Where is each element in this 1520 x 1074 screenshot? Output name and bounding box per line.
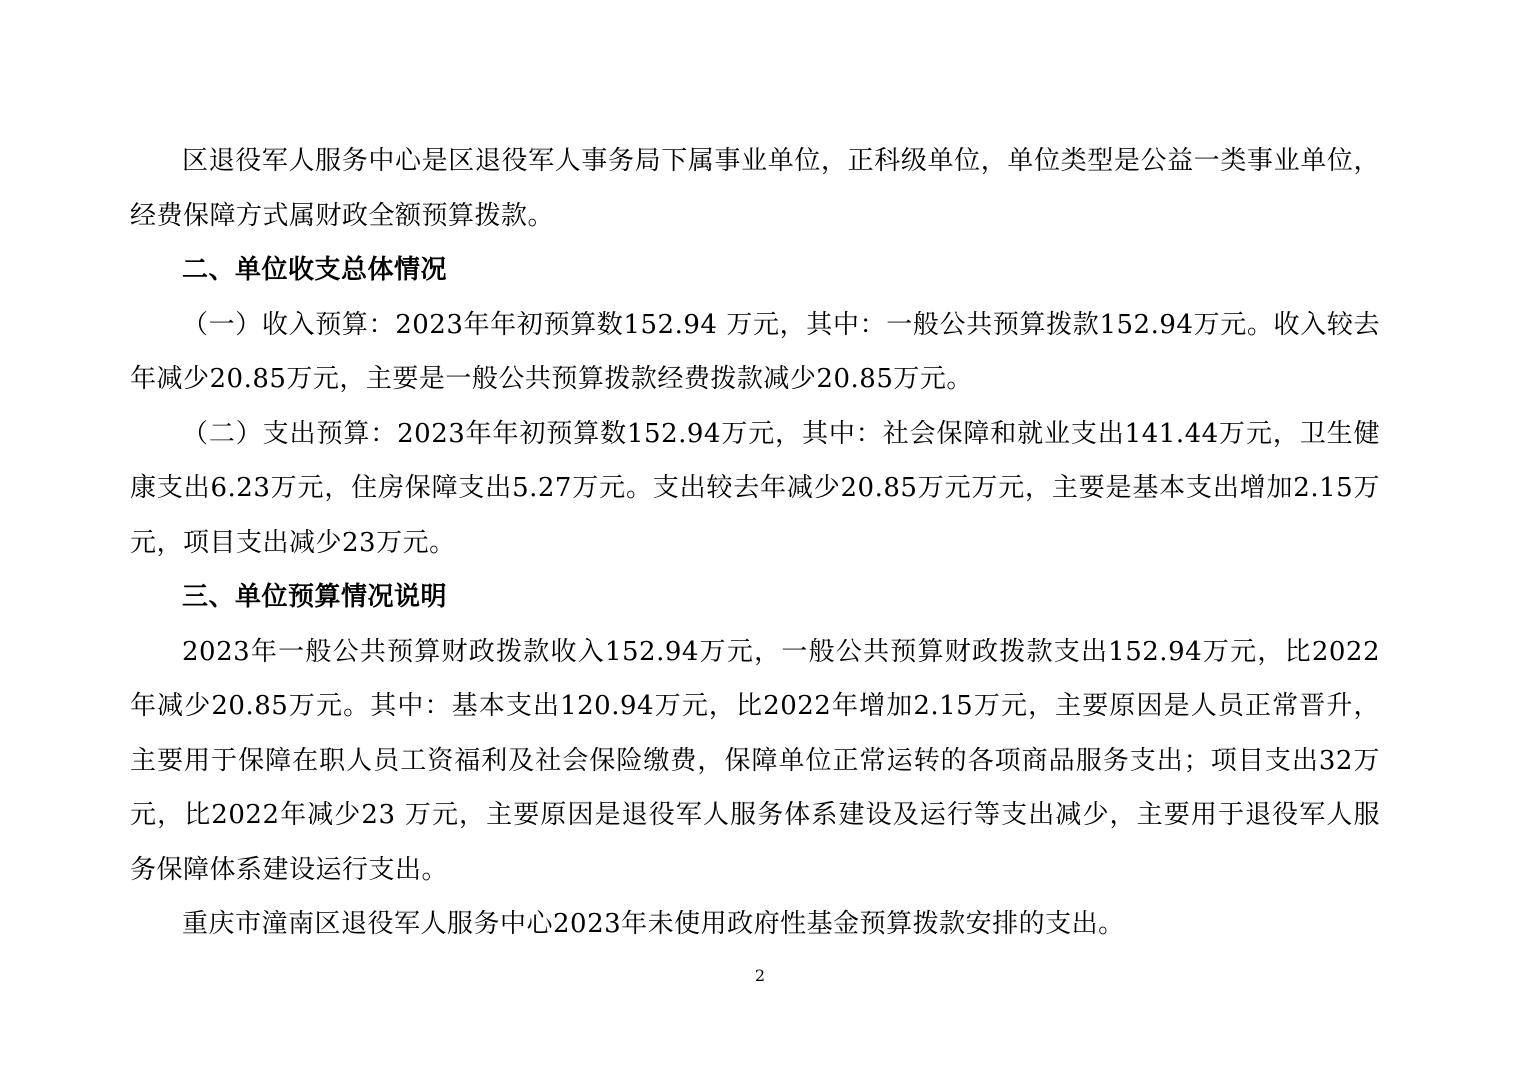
section-heading-budget-explanation: 三、单位预算情况说明 [182, 582, 448, 612]
page-number: 2 [754, 966, 766, 985]
paragraph-unit-overview: 区退役军人服务中心是区退役军人事务局下属事业单位，正科级单位，单位类型是公益一类事业单位，经费保障方式属财政全额预算拨款。 [130, 146, 1380, 231]
paragraph-expense-budget: （二）支出预算：2023年年初预算数152.94万元，其中：社会保障和就业支出141.44万元，卫生健康支出6.23万元，住房保障支出5.27万元。支出较去年减少20.85万元万元，主要是基本支出增加2.15万元，项目支出减少23万元。 [130, 418, 1380, 558]
section-heading-income-expense: 二、单位收支总体情况 [182, 255, 448, 285]
paragraph-general-public-budget: 2023年一般公共预算财政拨款收入152.94万元，一般公共预算财政拨款支出152.94万元，比2022年减少20.85万元。其中：基本支出120.94万元，比2022年增加2.15万元，主要原因是人员正常晋升，主要用于保障在职人员工资福利及社会保险缴费，保障单位正常运转的各项商品服务支出；项目支出32万元，比2022年减少23 万元，主要原因是退役军人服务体系建设及运行等支出减少，主要用于退役军人服务保障体系建设运行支出。 [130, 636, 1380, 885]
body-text [130, 134, 1380, 952]
paragraph-government-fund: 重庆市潼南区退役军人服务中心2023年未使用政府性基金预算拨款安排的支出。 [182, 909, 1125, 939]
paragraph-income-budget: （一）收入预算：2023年年初预算数152.94 万元，其中：一般公共预算拨款152.94万元。收入较去年减少20.85万元，主要是一般公共预算拨款经费拨款减少20.85万元。 [130, 309, 1380, 394]
